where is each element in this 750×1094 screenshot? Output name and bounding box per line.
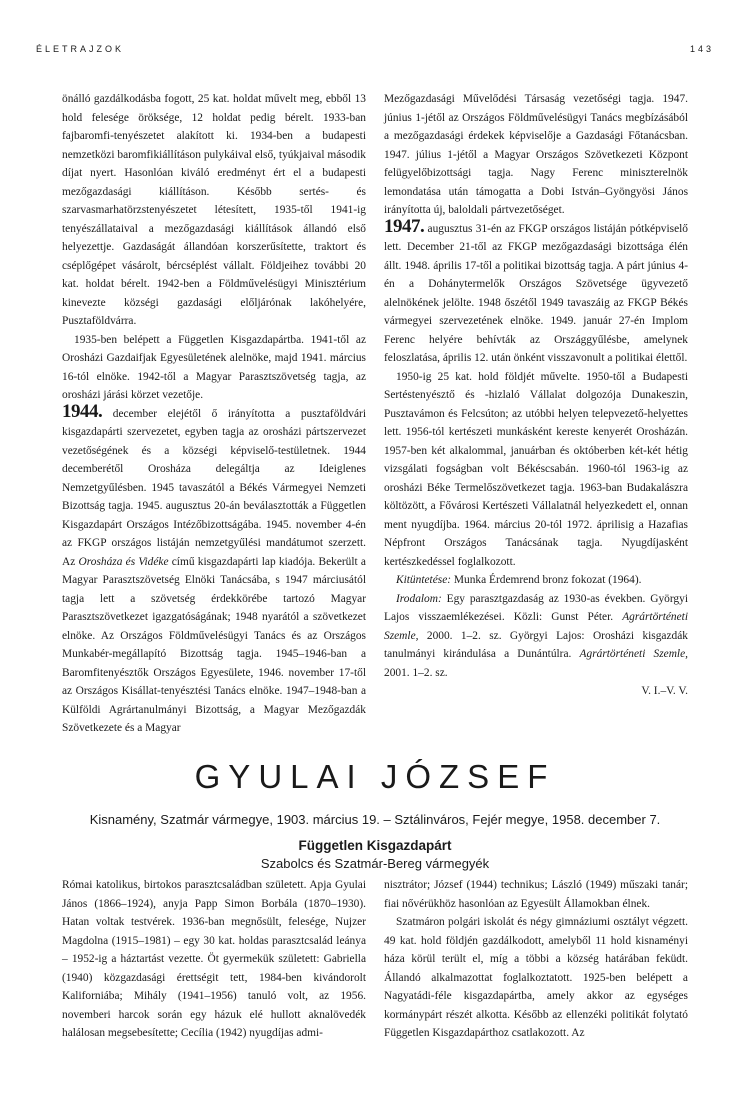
paragraph [384,215,688,368]
paragraph: önálló gazdálkodásba fogott, 25 kat. holdat művelt meg, ebből 13 hold felesége öröksége, 12 holdat pedig bérelt. 1933-ban fajbaromfi-tenyészetet alakított ki. 1934-ben a budapesti nemzetközi baromfikiállításon pulykáival első, tyúkjaival második díjat nyert. Hasonlóan kiváló eredményt ért el a budapesti mezőgazdasági kiállításon. Később sertés- és szarvasmarhatörzstenyészetet létesített, 1935-től 1941-ig tenyészállataival a mezőgazdasági kiállítások állandó első helyezettje. Gazdaságát állandóan korszerűsítette, traktort és cséplőgépet vásárolt, bércséplést vállalt. Földjeihez további 20 kat. holdat bérelt. 1942-ben a Földművelésügyi Minisztérium kinevezte községi gazdasági előljárónak lakóhelyére, Pusztaföldvárra. [62,93,366,327]
literature-paragraph [384,590,688,683]
author-signature: V. I.–V. V. [641,685,688,697]
honors-label: Kitüntetése: [396,574,452,586]
bottom-right-column [384,876,688,1043]
entry-constituency: Szabolcs és Szatmár-Bereg vármegyék [260,856,490,871]
literature-text: 2001. 1–2. sz. [384,666,448,679]
newspaper-title: Orosháza és Vidéke [78,555,169,568]
paragraph [62,400,366,738]
running-head-title: ÉLETRAJZOK [36,44,125,54]
paragraph: Római katolikus, birtokos parasztcsaládban született. Apja Gyulai János (1866–1924), anyja Papp Simon Borbála (1870–1930). Hatan voltak testvérek. 1936-ban megnősült, felesége, Nujzer Magdolna (1915–1981) – egy 30 kat. holdas parasztcsalád leánya – 1952-ig a háztartást vezette. Öt gyermekük született: Gabriella (1940) közgazdasági érettségit tett, 1984-ben kivándorolt Kaliforniába; Mihály (1941–1956) tanuló volt, az 1956. novemberi harcok során egy házuk elé hullott aknalövedék halálosan megsebesítette; Cecília (1942) nyugdíjas admi- [62,879,366,1039]
paragraph: nisztrátor; József (1944) technikus; László (1949) műszaki tanár; fiai nővérükhöz hasonlóan az Egyesült Államokban élnek. [384,879,688,910]
paragraph: 1935-ben belépett a Független Kisgazdapártba. 1941-től az Orosházi Gazdaifjak Egyesületének alelnöke, majd 1941. március 16-tól elnöke. 1942-től a Magyar Parasztszövetség tagja, az orosházi járási körzet vezetője. [62,333,366,401]
paragraph: Mezőgazdasági Művelődési Társaság vezetőségi tagja. 1947. június 1-jétől az Országos Földművelésügyi Tanács megbízásából a mezőgazdasági érdekek képviselője a Gazdasági Főtanácsban. 1947. július 1-jétől a Magyar Országos Szövetkezeti Központ felügyelőbizottsági tagja. Nagy Ferenc miniszterelnök lemondatása után támogatta a Dobi István–Gyöngyösi János irányította új, baloldali pártvezetőséget. [384,93,688,216]
literature-label: Irodalom: [396,592,442,605]
paragraph: Szatmáron polgári iskolát és négy gimnáziumi osztályt végzett. 49 kat. hold földjén gazdálkodott, amelyből 11 hold kisnaményi háza körül terült el, míg a többi a község határában feküdt. Állandó alkalmazottat foglalkoztatott. 1925-ben belépett a Nagyatádi-féle kisgazdapártba, amely akkor az egységes kormánypárt részét alkotta. Később az ellenzéki politikát folytató Független Kisgazdapárthoz csatlakozott. Az [384,916,688,1039]
top-right-column [384,90,688,701]
literature-text: 2000. 1–2. sz. Györgyi Lajos: Orosházi kisgazdák tanulmányi kirándulása a Dunántúlra. [384,629,688,660]
year-marker: 1947. [384,215,425,237]
running-header [36,44,714,58]
top-left-column [62,90,366,738]
paragraph-text: december elejétől ő irányította a pusztaföldvári kisgazdapárti szervezetet, egyben tagja az orosházi pártszervezet vezetőségének és a községi képviselő-testületnek. 1944 decemberétől Orosháza delegáltja az Ideiglenes Nemzetgyűlésben. 1945 tavaszától a Békés Vármegyei Nemzeti Bizottság tagja. 1945. augusztus 20-án beválasztották a Független Kisgazdapárt Országos Intézőbizottságába. 1945. november 4-én az FKGP országos listáján nemzetgyűlési mandátumot szerzett. Az [62,407,366,568]
year-marker: 1944. [62,400,103,422]
page-number: 143 [689,44,714,54]
literature-text: Egy parasztgazdaság az 1930-as években. Györgyi Lajos visszaemlékezései. Közli: Gunst Péter. [384,592,688,623]
paragraph-text: című kisgazdapárti lap kiadója. Bekerült a Magyar Parasztszövetség Elnöki Tanácsába, s 1947 márciusától tagja lett a szövetség érdekkörébe tartozó Magyar Parasztszövetkezet igazgatóságának; 1948 nyarától a szövetkezet elnöke. Az Országos Földművelésügyi Tanács és az Országos Munkabér-megállapító Bizottság tagja. 1945–1946-ban a Baromfitenyésztők Országos Egyesülete, 1946. november 17-től az Országos Kisállat-tenyésztési Tanács elnöke. 1947–1948-ban a Külföldi Agrártanulmányi Bizottság, a Magyar Mezőgazdák Szövetkezete és a Magyar [62,555,366,734]
honors-paragraph [384,571,688,590]
bottom-left-column [62,876,366,1043]
entry-party: Független Kisgazdapárt [298,838,452,853]
paragraph: 1950-ig 25 kat. hold földjét művelte. 1950-től a Budapesti Sertéstenyésztő és -hizlaló Vállalat dolgozója Dunakeszin, Pusztavámon és Felcsúton; az utóbbi helyen telepvezető-helyettes lett. 1956-tól kertészeti munkásként kereste kenyerét Orosházán. 1957-ben két alkalommal, januárban és októberben két-két hétig vizsgálati fogságban volt Békéscsabán. 1960-tól 1963-ig az orosházi Béke Termelőszövetkezet tagja. 1963-ban Budakalászra költözött, a Fővárosi Kertészeti Vállalatnál helyezkedett el, onnan ment nyugdíjba. 1964. március 20-tól 1972. áprilisig a Hazafias Népfront Országos Tanácsának tagja. Nyugdíjasként kertészkedéssel foglalkozott. [384,370,688,568]
honors-text: Munka Érdemrend bronz fokozat (1964). [451,574,642,586]
journal-title: Agrártörténeti Szemle, [579,648,688,660]
journal-title: Agrártörténeti Szemle, [384,611,688,642]
entry-birth-death: Kisnamény, Szatmár vármegye, 1903. március 19. – Sztálinváros, Fejér megye, 1958. december 7. [89,812,661,827]
entry-name-heading: GYULAI JÓZSEF [194,758,556,795]
paragraph-text: augusztus 31-én az FKGP országos listáján pótképviselő lett. December 21-től az FKGP mezőgazdasági bizottsága élén állt. 1948. április 17-től a politikai bizottság tagja. A párt június 4-én a Dohánytermelők Országos Szövetsége ügyvezető alelnökének jelölte. 1948 őszétől 1949 tavaszáig az FKGP Békés vármegyei szervezetének elnöke. 1949. január 27-én Implom Ferenc helyére behívták az Országgyűlésbe, amelynek feloszlatása, április 12. után önként visszavonult a politikai élettől. [384,222,688,364]
